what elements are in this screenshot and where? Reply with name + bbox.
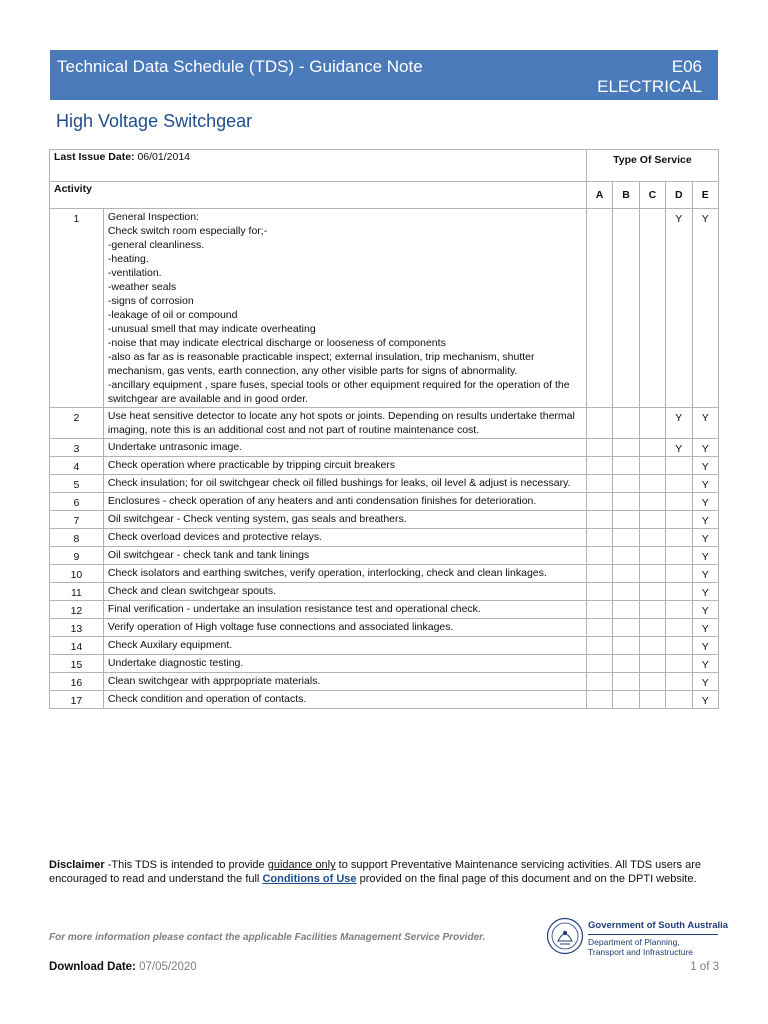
column-a-heading: A bbox=[586, 182, 612, 209]
service-a-flag bbox=[586, 583, 612, 601]
document-category: ELECTRICAL bbox=[597, 77, 702, 96]
activity-description: Oil switchgear - Check venting system, gas seals and breathers. bbox=[103, 511, 586, 529]
service-a-flag bbox=[586, 529, 612, 547]
service-b-flag bbox=[613, 601, 639, 619]
service-d-flag bbox=[666, 655, 692, 673]
government-name: Government of South Australia bbox=[588, 920, 729, 931]
disclaimer-text-3: provided on the final page of this document and on the DPTI website. bbox=[356, 873, 697, 885]
service-e-flag: Y bbox=[692, 637, 719, 655]
activity-description: Check condition and operation of contacts. bbox=[103, 691, 586, 709]
activity-description: Verify operation of High voltage fuse connections and associated linkages. bbox=[103, 619, 586, 637]
service-d-flag: Y bbox=[666, 439, 692, 457]
type-of-service-heading: Type Of Service bbox=[586, 150, 718, 182]
service-b-flag bbox=[613, 637, 639, 655]
service-e-flag: Y bbox=[692, 619, 719, 637]
service-e-flag: Y bbox=[692, 529, 719, 547]
download-date bbox=[49, 961, 197, 973]
service-d-flag bbox=[666, 673, 692, 691]
page-title: High Voltage Switchgear bbox=[56, 111, 253, 131]
service-e-flag: Y bbox=[692, 673, 719, 691]
service-c-flag bbox=[639, 439, 665, 457]
service-b-flag bbox=[613, 529, 639, 547]
service-a-flag bbox=[586, 547, 612, 565]
service-e-flag: Y bbox=[692, 565, 719, 583]
table-row bbox=[50, 408, 719, 439]
conditions-of-use-link[interactable]: Conditions of Use bbox=[262, 873, 357, 885]
column-c-heading: C bbox=[639, 182, 665, 209]
service-c-flag bbox=[639, 529, 665, 547]
service-a-flag bbox=[586, 655, 612, 673]
activity-description: Check operation where practicable by tripping circuit breakers bbox=[103, 457, 586, 475]
activity-number: 4 bbox=[50, 457, 104, 475]
column-d-heading: D bbox=[666, 182, 692, 209]
service-d-flag bbox=[666, 457, 692, 475]
table-row bbox=[50, 601, 719, 619]
table-row bbox=[50, 673, 719, 691]
table-row bbox=[50, 529, 719, 547]
last-issue-value: 06/01/2014 bbox=[137, 151, 191, 163]
activity-number: 2 bbox=[50, 408, 104, 439]
table-row bbox=[50, 209, 719, 408]
service-e-flag: Y bbox=[692, 493, 719, 511]
activity-description: Check and clean switchgear spouts. bbox=[103, 583, 586, 601]
activity-number: 10 bbox=[50, 565, 104, 583]
service-b-flag bbox=[613, 511, 639, 529]
document-code: E06 bbox=[671, 57, 702, 76]
service-d-flag bbox=[666, 529, 692, 547]
activity-number: 6 bbox=[50, 493, 104, 511]
service-d-flag bbox=[666, 637, 692, 655]
service-e-flag: Y bbox=[692, 439, 719, 457]
download-date-label: Download Date: bbox=[49, 961, 136, 973]
service-a-flag bbox=[586, 439, 612, 457]
activity-number: 1 bbox=[50, 209, 104, 408]
activity-number: 16 bbox=[50, 673, 104, 691]
activity-description: Enclosures - check operation of any heaters and anti condensation finishes for deterioration. bbox=[103, 493, 586, 511]
table-row bbox=[50, 583, 719, 601]
activity-number: 14 bbox=[50, 637, 104, 655]
service-c-flag bbox=[639, 619, 665, 637]
service-e-flag: Y bbox=[692, 457, 719, 475]
activity-description: Check insulation; for oil switchgear check oil filled bushings for leaks, oil level & adjust is necessary. bbox=[103, 475, 586, 493]
activity-number: 12 bbox=[50, 601, 104, 619]
service-c-flag bbox=[639, 655, 665, 673]
table-row bbox=[50, 565, 719, 583]
service-b-flag bbox=[613, 408, 639, 439]
activity-number: 15 bbox=[50, 655, 104, 673]
disclaimer bbox=[49, 858, 719, 886]
service-d-flag bbox=[666, 565, 692, 583]
table-row bbox=[50, 511, 719, 529]
service-a-flag bbox=[586, 637, 612, 655]
activity-number: 17 bbox=[50, 691, 104, 709]
service-table bbox=[49, 149, 719, 709]
service-c-flag bbox=[639, 408, 665, 439]
department-line-1: Department of Planning, bbox=[588, 937, 680, 947]
last-issue-cell bbox=[50, 150, 587, 182]
service-c-flag bbox=[639, 637, 665, 655]
service-d-flag bbox=[666, 619, 692, 637]
activity-description: Clean switchgear with apprpopriate materials. bbox=[103, 673, 586, 691]
disclaimer-label: Disclaimer bbox=[49, 859, 105, 871]
service-d-flag bbox=[666, 511, 692, 529]
table-header-row bbox=[50, 150, 719, 182]
table-row bbox=[50, 439, 719, 457]
activity-number: 11 bbox=[50, 583, 104, 601]
department-name bbox=[588, 937, 693, 957]
service-d-flag: Y bbox=[666, 209, 692, 408]
service-a-flag bbox=[586, 601, 612, 619]
contact-note: For more information please contact the applicable Facilities Management Service Provider. bbox=[49, 932, 486, 943]
service-b-flag bbox=[613, 619, 639, 637]
service-a-flag bbox=[586, 511, 612, 529]
service-b-flag bbox=[613, 673, 639, 691]
table-row bbox=[50, 475, 719, 493]
service-b-flag bbox=[613, 655, 639, 673]
activity-description: Use heat sensitive detector to locate any hot spots or joints. Depending on results undertake thermal imaging, note this is an additional cost and not part of routine maintenance cost. bbox=[103, 408, 586, 439]
table-row bbox=[50, 493, 719, 511]
government-logo bbox=[546, 917, 729, 961]
activity-description: Final verification - undertake an insulation resistance test and operational check. bbox=[103, 601, 586, 619]
service-d-flag bbox=[666, 547, 692, 565]
service-b-flag bbox=[613, 475, 639, 493]
activity-description: General Inspection: Check switch room especially for;- -general cleanliness. -heating. -ventilation. -weather seals -signs of corrosion -leakage of oil or compound -unusual smell that may indicate overheating -noise that may indicate electrical discharge or looseness of components -also as far as is reasonable practicable inspect; external insulation, trip mechanism, shutter mechanism, gas vents, earth connection, any other visible parts for signs of abnormality. -ancillary equipment , spare fuses, special tools or other equipment required for the operation of the switchgear are available and in good order. bbox=[103, 209, 586, 408]
service-d-flag bbox=[666, 583, 692, 601]
column-e-heading: E bbox=[692, 182, 719, 209]
service-c-flag bbox=[639, 565, 665, 583]
service-a-flag bbox=[586, 565, 612, 583]
header-banner bbox=[50, 50, 718, 100]
service-b-flag bbox=[613, 547, 639, 565]
last-issue-label: Last Issue Date: bbox=[54, 151, 135, 163]
service-a-flag bbox=[586, 209, 612, 408]
document-title: Technical Data Schedule (TDS) - Guidance Note bbox=[57, 57, 423, 76]
activity-description: Check isolators and earthing switches, verify operation, interlocking, check and clean linkages. bbox=[103, 565, 586, 583]
service-b-flag bbox=[613, 493, 639, 511]
activity-description: Undertake diagnostic testing. bbox=[103, 655, 586, 673]
table-row bbox=[50, 547, 719, 565]
service-d-flag: Y bbox=[666, 408, 692, 439]
service-e-flag: Y bbox=[692, 547, 719, 565]
download-date-value: 07/05/2020 bbox=[139, 961, 197, 973]
table-row bbox=[50, 457, 719, 475]
activity-number: 8 bbox=[50, 529, 104, 547]
service-e-flag: Y bbox=[692, 583, 719, 601]
service-b-flag bbox=[613, 691, 639, 709]
service-b-flag bbox=[613, 565, 639, 583]
activity-number: 3 bbox=[50, 439, 104, 457]
service-b-flag bbox=[613, 439, 639, 457]
service-c-flag bbox=[639, 475, 665, 493]
service-e-flag: Y bbox=[692, 511, 719, 529]
service-a-flag bbox=[586, 493, 612, 511]
service-a-flag bbox=[586, 475, 612, 493]
activity-description: Check Auxilary equipment. bbox=[103, 637, 586, 655]
activity-number: 9 bbox=[50, 547, 104, 565]
service-c-flag bbox=[639, 601, 665, 619]
disclaimer-text-1: -This TDS is intended to provide bbox=[104, 859, 268, 871]
service-b-flag bbox=[613, 457, 639, 475]
activity-number: 5 bbox=[50, 475, 104, 493]
service-c-flag bbox=[639, 547, 665, 565]
service-c-flag bbox=[639, 493, 665, 511]
service-b-flag bbox=[613, 583, 639, 601]
service-d-flag bbox=[666, 601, 692, 619]
column-b-heading: B bbox=[613, 182, 639, 209]
activity-description: Check overload devices and protective relays. bbox=[103, 529, 586, 547]
table-row bbox=[50, 637, 719, 655]
service-c-flag bbox=[639, 209, 665, 408]
service-d-flag bbox=[666, 475, 692, 493]
department-line-2: Transport and Infrastructure bbox=[588, 947, 694, 957]
guidance-only-text: guidance only bbox=[267, 859, 336, 871]
table-row bbox=[50, 691, 719, 709]
service-a-flag bbox=[586, 673, 612, 691]
table-row bbox=[50, 619, 719, 637]
service-c-flag bbox=[639, 583, 665, 601]
service-c-flag bbox=[639, 673, 665, 691]
service-c-flag bbox=[639, 511, 665, 529]
service-b-flag bbox=[613, 209, 639, 408]
service-c-flag bbox=[639, 457, 665, 475]
service-e-flag: Y bbox=[692, 408, 719, 439]
service-a-flag bbox=[586, 691, 612, 709]
service-e-flag: Y bbox=[692, 691, 719, 709]
activity-heading: Activity bbox=[50, 182, 587, 209]
service-a-flag bbox=[586, 457, 612, 475]
disclaimer-text-2: to support Preventative Maintenance servicing activities. All TDS users are encouraged to read and understand the full bbox=[49, 859, 702, 885]
service-d-flag bbox=[666, 493, 692, 511]
table-column-row bbox=[50, 182, 719, 209]
logo-divider bbox=[588, 934, 718, 935]
service-a-flag bbox=[586, 619, 612, 637]
service-e-flag: Y bbox=[692, 601, 719, 619]
page-number: 1 of 3 bbox=[690, 961, 719, 973]
activity-description: Oil switchgear - check tank and tank linings bbox=[103, 547, 586, 565]
table-row bbox=[50, 655, 719, 673]
service-e-flag: Y bbox=[692, 475, 719, 493]
activity-description: Undertake untrasonic image. bbox=[103, 439, 586, 457]
service-a-flag bbox=[586, 408, 612, 439]
service-e-flag: Y bbox=[692, 209, 719, 408]
service-d-flag bbox=[666, 691, 692, 709]
activity-number: 13 bbox=[50, 619, 104, 637]
service-c-flag bbox=[639, 691, 665, 709]
state-seal-icon bbox=[546, 917, 584, 955]
service-e-flag: Y bbox=[692, 655, 719, 673]
activity-number: 7 bbox=[50, 511, 104, 529]
